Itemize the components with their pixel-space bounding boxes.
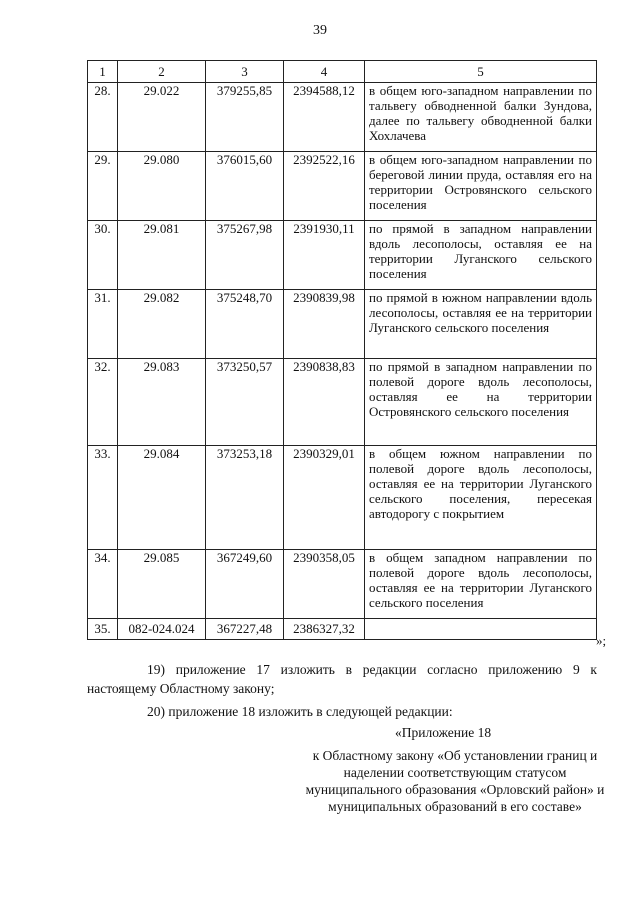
coord-y: 2394588,12 [284, 83, 365, 152]
column-header: 3 [206, 61, 284, 83]
table-row [88, 550, 597, 619]
point-code: 082-024.024 [118, 619, 206, 640]
coord-x: 367227,48 [206, 619, 284, 640]
coord-x: 376015,60 [206, 152, 284, 221]
point-code: 29.082 [118, 290, 206, 359]
point-code: 29.083 [118, 359, 206, 446]
appendix-title: «Приложение 18 [395, 725, 492, 740]
coord-y: 2390358,05 [284, 550, 365, 619]
row-number: 28. [88, 83, 118, 152]
coord-y: 2390329,01 [284, 446, 365, 550]
coord-x: 375248,70 [206, 290, 284, 359]
row-number: 30. [88, 221, 118, 290]
column-header: 4 [284, 61, 365, 83]
coord-y: 2390839,98 [284, 290, 365, 359]
boundary-description: по прямой в южном направлении вдоль лесополосы, оставляя ее на территории Луганского сельского поселения [365, 290, 597, 359]
table-row [88, 221, 597, 290]
paragraph-19: 19) приложение 17 изложить в редакции согласно приложению 9 к настоящему Областному закону; [87, 662, 597, 696]
row-number: 35. [88, 619, 118, 640]
point-code: 29.081 [118, 221, 206, 290]
closing-quote-mark: »; [596, 633, 607, 648]
table-row [88, 359, 597, 446]
column-header: 5 [365, 61, 597, 83]
column-header: 2 [118, 61, 206, 83]
paragraph-20: 20) приложение 18 изложить в следующей редакции: [147, 704, 453, 719]
boundary-points-table [87, 60, 597, 640]
page-number: 39 [313, 23, 327, 38]
row-number: 34. [88, 550, 118, 619]
point-code: 29.084 [118, 446, 206, 550]
boundary-description: по прямой в западном направлении вдоль лесополосы, оставляя ее на территории Луганского сельского поселения [365, 221, 597, 290]
coord-x: 373250,57 [206, 359, 284, 446]
table-header-row [88, 61, 597, 83]
table-row [88, 619, 597, 640]
point-code: 29.022 [118, 83, 206, 152]
appendix-reference: к Областному закону «Об установлении границ и наделении соответствующим статусом муниципального образования «Орловский район» и муниципальных образований в его составе» [305, 748, 605, 814]
row-number: 31. [88, 290, 118, 359]
boundary-description: в общем южном направлении по полевой дороге вдоль лесополосы, оставляя ее на территории Луганского сельского поселения, пересекая автодорогу с покрытием [365, 446, 597, 550]
row-number: 32. [88, 359, 118, 446]
coord-x: 367249,60 [206, 550, 284, 619]
coord-y: 2391930,11 [284, 221, 365, 290]
row-number: 29. [88, 152, 118, 221]
coord-y: 2392522,16 [284, 152, 365, 221]
point-code: 29.085 [118, 550, 206, 619]
coord-y: 2386327,32 [284, 619, 365, 640]
column-header: 1 [88, 61, 118, 83]
boundary-description [365, 619, 597, 640]
coord-y: 2390838,83 [284, 359, 365, 446]
row-number: 33. [88, 446, 118, 550]
point-code: 29.080 [118, 152, 206, 221]
table-row [88, 83, 597, 152]
table-row [88, 446, 597, 550]
table-row [88, 152, 597, 221]
coord-x: 379255,85 [206, 83, 284, 152]
boundary-description: в общем юго-западном направлении по тальвегу обводненной балки Зундова, далее по тальвегу обводненной балки Хохлачева [365, 83, 597, 152]
coord-x: 373253,18 [206, 446, 284, 550]
boundary-description: в общем западном направлении по полевой дороге вдоль лесополосы, оставляя ее на территории Луганского сельского поселения [365, 550, 597, 619]
table-row [88, 290, 597, 359]
coord-x: 375267,98 [206, 221, 284, 290]
boundary-description: по прямой в западном направлении по полевой дороге вдоль лесополосы, оставляя ее на территории Островянского сельского поселения [365, 359, 597, 446]
boundary-description: в общем юго-западном направлении по береговой линии пруда, оставляя его на территории Островянского сельского поселения [365, 152, 597, 221]
